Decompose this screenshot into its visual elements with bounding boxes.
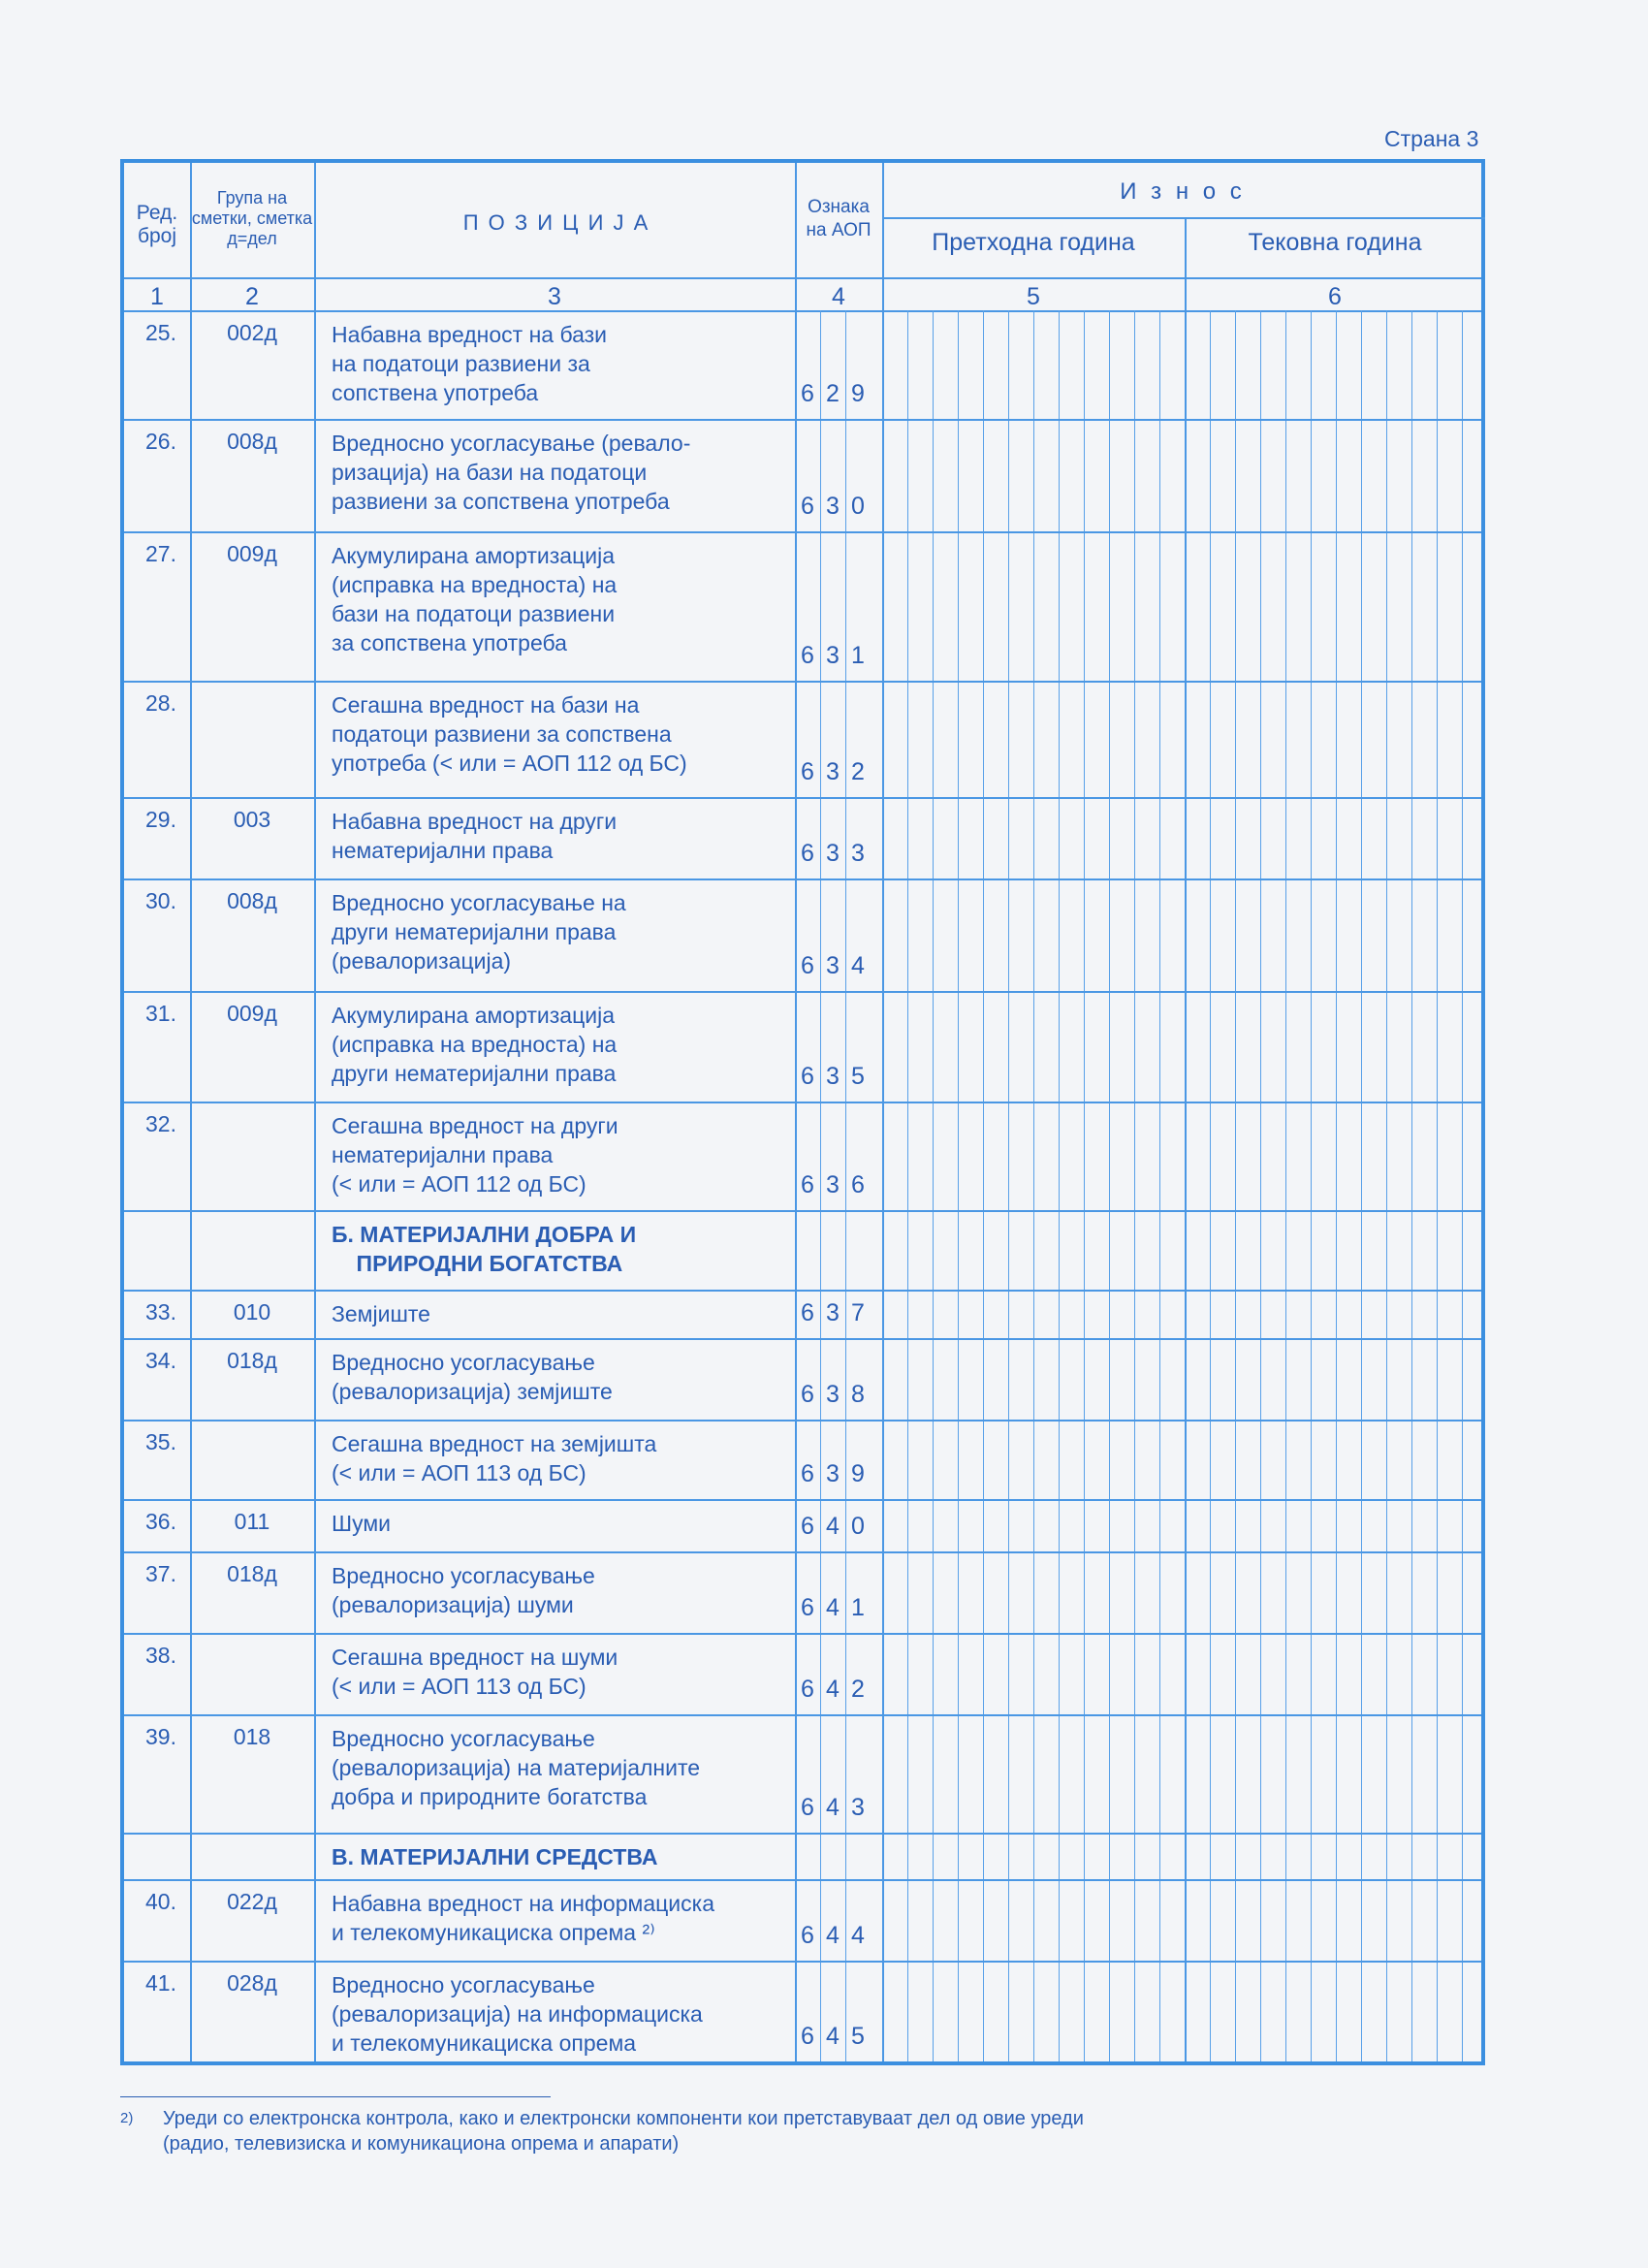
position-line: Вредносно усогласување xyxy=(332,1350,595,1375)
position-text xyxy=(332,1348,787,1406)
aop-digit: 2 xyxy=(826,380,840,407)
amount-curr-digit-line xyxy=(1311,310,1312,2061)
header-subdivider xyxy=(882,217,1485,219)
aop-digit: 6 xyxy=(801,1381,814,1408)
position-text xyxy=(332,1001,787,1088)
amount-prev-digit-line xyxy=(1134,310,1135,2061)
row-number: 30. xyxy=(145,888,176,913)
row-number: 36. xyxy=(145,1509,176,1534)
aop-digit: 3 xyxy=(851,840,865,867)
position-line: Вредносно усогласување xyxy=(332,1726,595,1751)
position-line: (исправка на вредноста) на xyxy=(332,572,618,597)
position-line: (ревалоризација) шуми xyxy=(332,1592,574,1617)
position-text xyxy=(332,1509,787,1538)
position-text xyxy=(332,1299,787,1328)
aop-digit: 0 xyxy=(851,1513,865,1540)
position-line: употреба (< или = АОП 112 од БС) xyxy=(332,751,687,776)
row-separator xyxy=(124,991,1481,993)
footnote-line-1: Уреди со електронска контрола, како и електронски компоненти кои претставуваат дел од овие уреди xyxy=(163,2108,1084,2129)
account-code: 011 xyxy=(234,1509,270,1534)
position-line: Вредносно усогласување (ревало- xyxy=(332,431,691,456)
aop-digit: 2 xyxy=(851,758,865,785)
amount-prev-digit-line xyxy=(1059,310,1060,2061)
row-separator xyxy=(124,1633,1481,1635)
row-number: 31. xyxy=(145,1001,176,1026)
position-line: сопствена употреба xyxy=(332,380,539,405)
position-line: Вредносно усогласување xyxy=(332,1972,595,1997)
footnote-separator xyxy=(120,2096,551,2097)
amount-curr-digit-line xyxy=(1361,310,1362,2061)
row-number: 41. xyxy=(145,1970,176,1996)
amount-curr-digit-line xyxy=(1411,310,1412,2061)
aop-digit: 5 xyxy=(851,2023,865,2050)
aop-digit: 3 xyxy=(851,1794,865,1821)
position-line: добра и природните богатства xyxy=(332,1784,648,1809)
colnum-bottom-line xyxy=(124,310,1481,312)
footnote-line-2: (радио, телевизиска и комуникациона опрема и апарати) xyxy=(163,2133,680,2155)
header-bottom-line xyxy=(124,277,1481,279)
position-text xyxy=(332,888,787,975)
amount-prev-digit-line xyxy=(1033,310,1034,2061)
aop-digit: 6 xyxy=(801,1513,814,1540)
aop-digit: 3 xyxy=(826,642,840,669)
row-separator xyxy=(124,1833,1481,1835)
aop-digit: 1 xyxy=(851,1594,865,1621)
page-number: Страна 3 xyxy=(1384,126,1479,151)
header-grupa: Група на сметки, сметка д=дел xyxy=(191,188,313,248)
amount-curr-digit-line xyxy=(1210,310,1211,2061)
position-line: (ревалоризација) на материјалните xyxy=(332,1755,701,1780)
position-line: (ревалоризација) земјиште xyxy=(332,1379,613,1404)
account-code: 018д xyxy=(227,1348,277,1373)
position-line: (ревалоризација) на информациска xyxy=(332,2001,703,2027)
row-separator xyxy=(124,1879,1481,1881)
aop-digit: 9 xyxy=(851,380,865,407)
position-line: (< или = АОП 112 од БС) xyxy=(332,1171,586,1197)
aop-digit: 4 xyxy=(826,1794,840,1821)
account-code: 008д xyxy=(227,888,277,913)
aop-digit: 6 xyxy=(801,642,814,669)
aop-digit: 4 xyxy=(826,1594,840,1621)
aop-digit: 6 xyxy=(801,1676,814,1703)
position-line: Б. МАТЕРИЈАЛНИ ДОБРА И xyxy=(332,1222,637,1247)
position-text xyxy=(332,541,787,657)
row-separator xyxy=(124,1102,1481,1103)
row-number: 27. xyxy=(145,541,176,566)
row-separator xyxy=(124,1499,1481,1501)
amount-curr-digit-line xyxy=(1285,310,1286,2061)
position-line: (исправка на вредноста) на xyxy=(332,1032,618,1057)
header-red-broj: Ред. број xyxy=(136,202,178,247)
aop-digit: 3 xyxy=(826,1460,840,1487)
aop-digit: 6 xyxy=(801,493,814,520)
account-code: 010 xyxy=(233,1299,271,1325)
amount-prev-digit-line xyxy=(1084,310,1085,2061)
position-text xyxy=(332,320,787,407)
position-text xyxy=(332,1724,787,1811)
aop-digit: 6 xyxy=(801,1171,814,1198)
balance-form-table xyxy=(120,159,1485,2065)
row-separator xyxy=(124,419,1481,421)
position-line: Вредносно усогласување на xyxy=(332,890,626,915)
account-code: 003 xyxy=(233,807,271,832)
position-line: за сопствена употреба xyxy=(332,630,567,655)
aop-digit: 4 xyxy=(826,1513,840,1540)
row-number: 38. xyxy=(145,1643,176,1668)
aop-digit: 6 xyxy=(801,1922,814,1949)
row-number: 34. xyxy=(145,1348,176,1373)
amount-prev-digit-line xyxy=(933,310,934,2061)
account-code: 018д xyxy=(227,1561,277,1586)
col-line-4 xyxy=(882,163,884,2061)
position-line: Акумулирана амортизација xyxy=(332,1003,616,1028)
aop-digit: 1 xyxy=(851,642,865,669)
amount-prev-digit-line xyxy=(1159,310,1160,2061)
aop-digit: 0 xyxy=(851,493,865,520)
aop-digit: 6 xyxy=(801,1299,814,1326)
position-line: (< или = АОП 113 од БС) xyxy=(332,1460,586,1485)
position-line: ризација) на бази на податоци xyxy=(332,460,648,485)
row-number: 26. xyxy=(145,429,176,454)
position-line: и телекомуникациска опрема xyxy=(332,2030,637,2056)
amount-prev-digit-line xyxy=(1008,310,1009,2061)
row-separator xyxy=(124,1338,1481,1340)
position-text xyxy=(332,1220,787,1278)
position-line: други нематеријални права xyxy=(332,1061,617,1086)
row-separator xyxy=(124,1551,1481,1553)
position-line: Набавна вредност на бази xyxy=(332,322,608,347)
position-line: Сегашна вредност на бази на xyxy=(332,692,640,718)
position-text xyxy=(332,1643,787,1701)
aop-digit: 6 xyxy=(801,1460,814,1487)
account-code: 028д xyxy=(227,1970,277,1996)
row-separator xyxy=(124,1714,1481,1716)
aop-digit: 3 xyxy=(826,1171,840,1198)
aop-digit: 3 xyxy=(826,1299,840,1326)
colnum-5: 5 xyxy=(1027,283,1040,310)
position-line: други нематеријални права xyxy=(332,919,617,944)
header-pozicija: П О З И Ц И Ј А xyxy=(462,210,650,235)
aop-digit: 3 xyxy=(826,758,840,785)
amount-curr-digit-line xyxy=(1462,310,1463,2061)
position-line: Акумулирана амортизација xyxy=(332,543,616,568)
amount-curr-digit-line xyxy=(1386,310,1387,2061)
aop-digit: 6 xyxy=(801,952,814,979)
aop-digit: 3 xyxy=(826,840,840,867)
position-line: бази на податоци развиени xyxy=(332,601,616,626)
position-text xyxy=(332,1561,787,1619)
aop-digit: 4 xyxy=(826,2023,840,2050)
aop-digit: 3 xyxy=(826,1381,840,1408)
position-line: Сегашна вредност на земјишта xyxy=(332,1431,657,1456)
account-code: 009д xyxy=(227,1001,277,1026)
position-line: нематеријални права xyxy=(332,838,554,863)
aop-digit: 4 xyxy=(826,1676,840,1703)
position-line: ПРИРОДНИ БОГАТСТВА xyxy=(332,1251,623,1276)
position-text xyxy=(332,1111,787,1198)
row-separator xyxy=(124,531,1481,533)
account-code: 022д xyxy=(227,1889,277,1914)
colnum-4: 4 xyxy=(832,283,845,310)
row-separator xyxy=(124,1961,1481,1963)
colnum-6: 6 xyxy=(1328,283,1342,310)
position-line: Сегашна вредност на шуми xyxy=(332,1645,618,1670)
aop-digit: 6 xyxy=(801,758,814,785)
position-text xyxy=(332,1889,787,1947)
position-line: на податоци развиени за xyxy=(332,351,590,376)
position-text xyxy=(332,690,787,778)
row-separator xyxy=(124,878,1481,880)
position-line: Набавна вредност на информациска xyxy=(332,1891,714,1916)
row-number: 29. xyxy=(145,807,176,832)
colnum-2: 2 xyxy=(245,283,259,310)
header-oznaka: Ознака на АОП xyxy=(806,197,872,240)
amount-prev-digit-line xyxy=(1109,310,1110,2061)
aop-digit: 4 xyxy=(826,1922,840,1949)
amount-prev-digit-line xyxy=(983,310,984,2061)
row-number: 40. xyxy=(145,1889,176,1914)
position-line: Набавна вредност на други xyxy=(332,809,618,834)
row-number: 33. xyxy=(145,1299,176,1325)
position-text xyxy=(332,1842,787,1871)
amount-prev-digit-line xyxy=(958,310,959,2061)
row-separator xyxy=(124,1210,1481,1212)
aop-digit: 6 xyxy=(801,840,814,867)
position-line: Шуми xyxy=(332,1511,391,1536)
footnote-mark: 2) xyxy=(120,2110,134,2126)
position-line: и телекомуникациска опрема ²⁾ xyxy=(332,1920,655,1945)
aop-digit: 8 xyxy=(851,1381,865,1408)
footnote xyxy=(120,2106,1084,2156)
account-code: 018 xyxy=(233,1724,271,1749)
position-line: В. МАТЕРИЈАЛНИ СРЕДСТВА xyxy=(332,1844,658,1869)
aop-digit: 3 xyxy=(826,1063,840,1090)
row-number: 25. xyxy=(145,320,176,345)
row-number: 28. xyxy=(145,690,176,716)
position-line: развиени за сопствена употреба xyxy=(332,489,670,514)
aop-digit: 6 xyxy=(801,1794,814,1821)
amount-curr-digit-line xyxy=(1235,310,1236,2061)
header-prethodna: Претходна година xyxy=(932,229,1135,256)
aop-digit: 3 xyxy=(826,493,840,520)
col-line-2 xyxy=(314,163,316,2061)
account-code: 009д xyxy=(227,541,277,566)
row-separator xyxy=(124,1420,1481,1421)
aop-digit: 6 xyxy=(851,1171,865,1198)
amount-curr-digit-line xyxy=(1260,310,1261,2061)
position-line: Сегашна вредност на други xyxy=(332,1113,618,1138)
header-iznos: И з н о с xyxy=(1120,178,1246,205)
row-number: 39. xyxy=(145,1724,176,1749)
aop-digit: 2 xyxy=(851,1676,865,1703)
header-tekovna: Тековна година xyxy=(1248,229,1422,256)
aop-digit: 9 xyxy=(851,1460,865,1487)
colnum-1: 1 xyxy=(150,283,164,310)
row-separator xyxy=(124,681,1481,683)
aop-digit: 7 xyxy=(851,1299,865,1326)
position-line: (ревалоризација) xyxy=(332,948,512,974)
colnum-3: 3 xyxy=(548,283,561,310)
account-code: 008д xyxy=(227,429,277,454)
aop-digit: 6 xyxy=(801,380,814,407)
row-number: 35. xyxy=(145,1429,176,1454)
position-text xyxy=(332,807,787,865)
position-line: податоци развиени за сопствена xyxy=(332,721,672,747)
position-line: Вредносно усогласување xyxy=(332,1563,595,1588)
position-line: нематеријални права xyxy=(332,1142,554,1167)
aop-digit: 4 xyxy=(851,952,865,979)
aop-digit: 6 xyxy=(801,1063,814,1090)
position-text xyxy=(332,1429,787,1487)
row-number: 37. xyxy=(145,1561,176,1586)
position-line: Земјиште xyxy=(332,1301,430,1326)
aop-digit: 6 xyxy=(801,2023,814,2050)
position-text xyxy=(332,429,787,516)
col-line-3 xyxy=(795,163,797,2061)
aop-digit: 3 xyxy=(826,952,840,979)
position-text xyxy=(332,1970,787,2058)
account-code: 002д xyxy=(227,320,277,345)
row-separator xyxy=(124,797,1481,799)
row-number: 32. xyxy=(145,1111,176,1136)
aop-digit: 6 xyxy=(801,1594,814,1621)
col-line-5 xyxy=(1185,217,1187,2061)
position-line: (< или = АОП 113 од БС) xyxy=(332,1674,586,1699)
amount-prev-digit-line xyxy=(907,310,908,2061)
amount-curr-digit-line xyxy=(1437,310,1438,2061)
row-separator xyxy=(124,1290,1481,1292)
aop-digit: 4 xyxy=(851,1922,865,1949)
aop-digit: 5 xyxy=(851,1063,865,1090)
amount-curr-digit-line xyxy=(1336,310,1337,2061)
